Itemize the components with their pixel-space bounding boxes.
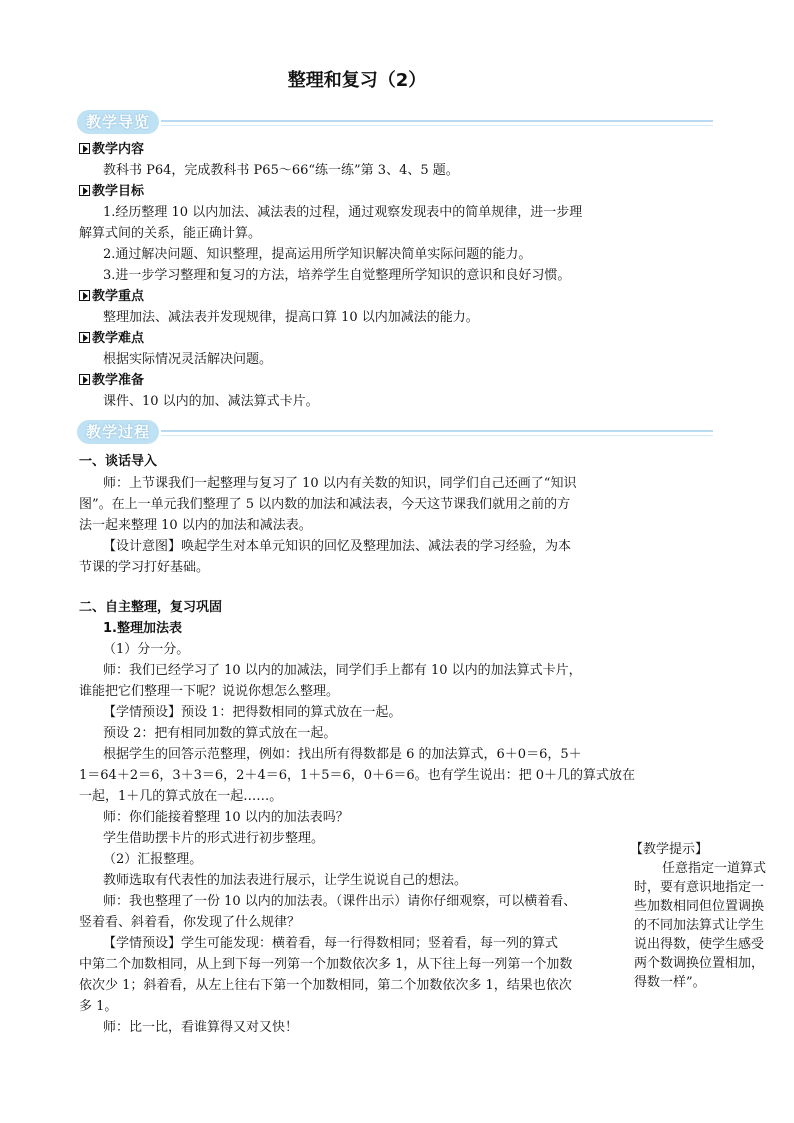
section-heading: 一、谈话导入 <box>79 454 158 469</box>
paragraph-line: （2）汇报整理。 <box>103 852 203 867</box>
paragraph-line: 【设计意图】唤起学生对本单元知识的回忆及整理加法、减法表的学习经验，为本 <box>103 539 572 554</box>
section-heading: 教学难点 <box>79 331 609 347</box>
paragraph-line: 师：上节课我们一起整理与复习了 10 以内有关数的知识，同学们自己还画了“知识 <box>103 476 577 491</box>
section-heading: 教学内容 <box>79 142 609 158</box>
paragraph-line: 法一起来整理 10 以内的加法和减法表。 <box>79 518 312 533</box>
paragraph-line: 1.经历整理 10 以内加法、减法表的过程，通过观察发现表中的简单规律，进一步理 <box>103 205 583 220</box>
paragraph-line: 师：你们能接着整理 10 以内的加法表吗？ <box>103 810 349 825</box>
paragraph-line: 课件、10 以内的加、减法算式卡片。 <box>103 394 319 409</box>
section-heading: 教学目标 <box>79 184 609 200</box>
paragraph-line: 教科书 P64，完成教科书 P65～66“练一练”第 3、4、5 题。 <box>103 163 459 178</box>
play-box-icon <box>79 290 90 301</box>
paragraph-line: 1＝64＋2＝6，3＋3＝6，2＋4＝6，1＋5＝6，0＋6＝6。也有学生说出：把 0＋几的算式放在 <box>79 768 636 783</box>
paragraph-line: 谁能把它们整理一下呢？说说你想怎么整理。 <box>79 684 340 699</box>
play-box-icon <box>79 185 90 196</box>
banner-rule <box>161 125 713 126</box>
paragraph-line: 学生借助摆卡片的形式进行初步整理。 <box>103 831 325 846</box>
paragraph-line: 根据学生的回答示范整理，例如：找出所有得数都是 6 的加法算式，6＋0＝6，5＋ <box>103 747 582 762</box>
paragraph-line: 图”。在上一单元我们整理了 5 以内数的加法和减法表，今天这节课我们就用之前的方 <box>79 497 571 512</box>
paragraph-line: 解算式间的关系，能正确计算。 <box>79 226 262 241</box>
banner-guide-label: 教学导览 <box>77 110 159 134</box>
banner-rule <box>161 435 713 436</box>
section-heading: 教学重点 <box>79 289 609 305</box>
paragraph-line: 教师选取有代表性的加法表进行展示，让学生说说自己的想法。 <box>103 873 468 888</box>
paragraph-line: 师：我也整理了一份 10 以内的加法表。（课件出示）请你仔细观察，可以横着看、 <box>103 894 577 909</box>
sidebar-title: 【教学提示】 <box>630 842 709 857</box>
paragraph-line: 多 1。 <box>79 999 118 1014</box>
teaching-tip-sidebar <box>630 840 770 992</box>
paragraph-line: 依次少 1；斜着看，从左上往右下第一个加数相同，第二个加数依次多 1，结果也依次 <box>79 978 572 993</box>
paragraph-line: 3.进一步学习整理和复习的方法，培养学生自觉整理所学知识的意识和良好习惯。 <box>103 268 571 283</box>
paragraph-line: 预设 2：把有相同加数的算式放在一起。 <box>103 726 337 741</box>
paragraph-line: 中第二个加数相同，从上到下每一列第一个加数依次多 1，从下往上每一列第一个加数 <box>79 957 573 972</box>
paragraph-line: 节课的学习打好基础。 <box>79 560 210 575</box>
banner-rule <box>161 120 713 122</box>
banner-rule <box>161 430 713 432</box>
paragraph-line: 【学情预设】预设 1：把得数相同的算式放在一起。 <box>103 705 402 720</box>
banner-process-label: 教学过程 <box>77 420 159 444</box>
paragraph-line: 一起，1＋几的算式放在一起……。 <box>79 789 283 804</box>
play-box-icon <box>79 143 90 154</box>
paragraph-line: 竖着看、斜着看，你发现了什么规律？ <box>79 915 301 930</box>
play-box-icon <box>79 332 90 343</box>
paragraph-line: 整理加法、减法表并发现规律，提高口算 10 以内加减法的能力。 <box>103 310 479 325</box>
sidebar-body: 任意指定一道算式时，要有意识地指定一些加数相同但位置调换的不同加法算式让学生说出得数，使学生感受两个数调换位置相加，得数一样”。 <box>634 861 767 990</box>
subsection-heading: 1.整理加法表 <box>103 621 182 636</box>
page-title: 整理和复习（2） <box>287 70 427 91</box>
paragraph-line: 师：比一比，看谁算得又对又快！ <box>103 1020 299 1035</box>
paragraph-line: 师：我们已经学习了 10 以内的加减法，同学们手上都有 10 以内的加法算式卡片， <box>103 663 582 678</box>
paragraph-line: （1）分一分。 <box>103 642 190 657</box>
play-box-icon <box>79 374 90 385</box>
section-heading: 教学准备 <box>79 373 609 389</box>
paragraph-line: 【学情预设】学生可能发现：横着看，每一行得数相同；竖着看，每一列的算式 <box>103 936 559 951</box>
paragraph-line: 根据实际情况灵活解决问题。 <box>103 352 273 367</box>
section-heading: 二、自主整理，复习巩固 <box>79 600 223 615</box>
paragraph-line: 2.通过解决问题、知识整理，提高运用所学知识解决简单实际问题的能力。 <box>103 247 532 262</box>
